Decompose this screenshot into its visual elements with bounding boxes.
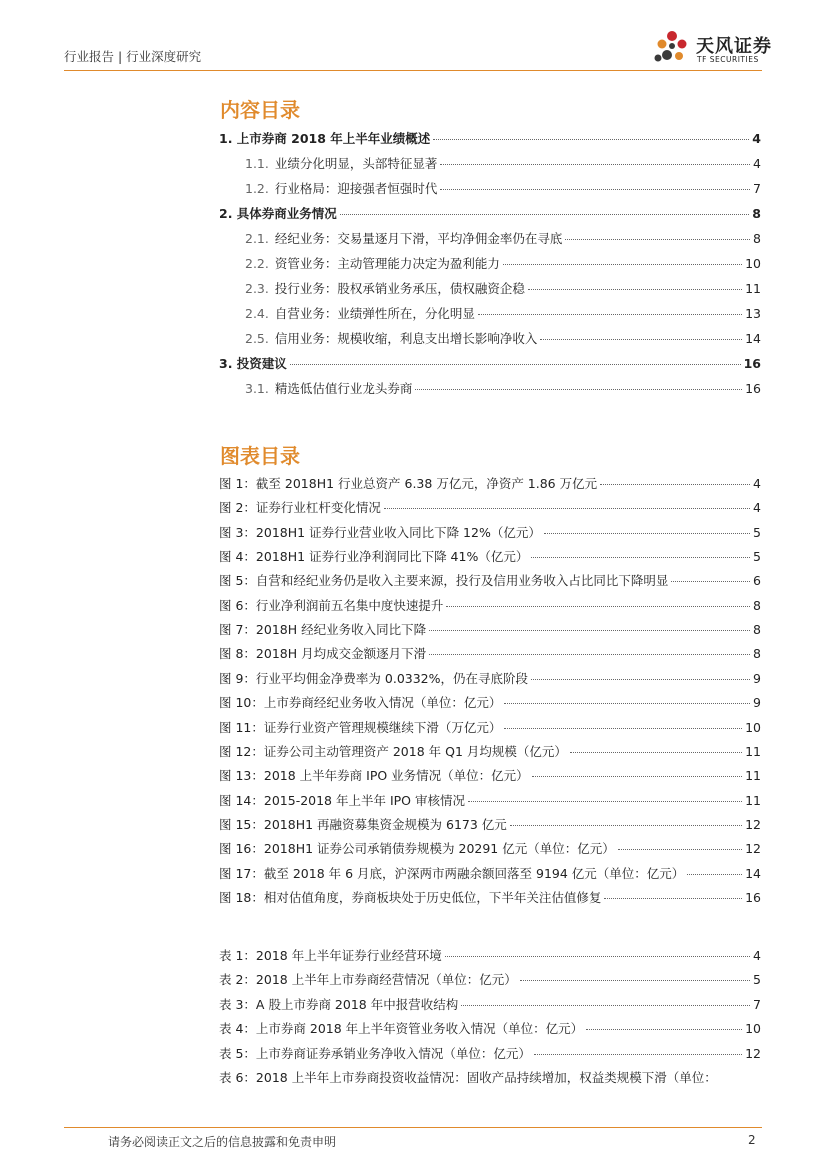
dot-leader [433, 139, 749, 140]
dot-leader [461, 1005, 750, 1006]
figure-entry[interactable] [219, 547, 761, 565]
entry-page-number: 16 [745, 381, 761, 396]
dot-leader [504, 703, 750, 704]
entry-text: 自营业务：业绩弹性所在，分化明显 [274, 306, 475, 321]
logo-text-en: TF SECURITIES [697, 55, 759, 64]
figure-entry[interactable] [219, 766, 761, 784]
report-type-label: 行业报告 | 行业深度研究 [64, 49, 202, 64]
toc-entry[interactable] [245, 179, 761, 197]
entry-page-number: 5 [753, 972, 761, 988]
entry-page-number: 8 [753, 646, 761, 662]
entry-text: 图 6：行业净利润前五名集中度快速提升 [219, 597, 444, 613]
entry-page-number: 10 [745, 719, 761, 735]
toc-entry-number: 2.5. [245, 331, 269, 346]
entry-text: 图 15：2018H1 再融资募集资金规模为 6173 亿元 [219, 816, 507, 832]
dot-leader [565, 239, 750, 240]
toc-entry-number: 2.2. [245, 256, 269, 271]
dot-leader [478, 314, 742, 315]
dot-leader [531, 557, 750, 558]
entry-text: 2. 具体券商业务情况 [219, 206, 337, 221]
dot-leader [415, 389, 742, 390]
entry-page-number: 10 [745, 1021, 761, 1037]
entry-text: 图 18：相对估值角度，券商板块处于历史低位，下半年关注估值修复 [219, 889, 602, 905]
dot-leader [540, 339, 742, 340]
entry-page-number: 7 [753, 181, 761, 196]
dot-leader [520, 980, 750, 981]
dot-leader [468, 801, 742, 802]
toc-entry-number: 3.1. [245, 381, 269, 396]
dot-leader [429, 630, 750, 631]
toc-entry[interactable] [245, 329, 761, 347]
dot-leader [534, 1054, 742, 1055]
entry-text: 3. 投资建议 [219, 356, 287, 371]
dot-leader [528, 289, 742, 290]
entry-page-number: 13 [745, 306, 761, 321]
dot-leader [600, 484, 750, 485]
toc-entry[interactable] [245, 379, 761, 397]
toc-entry[interactable] [245, 279, 761, 297]
dot-leader [340, 214, 749, 215]
entry-text: 经纪业务：交易量逐月下滑，平均净佣金率仍在寻底 [274, 231, 563, 246]
figure-entry[interactable] [219, 1068, 761, 1086]
entry-text: 图 10：上市券商经纪业务收入情况（单位：亿元） [219, 695, 502, 711]
figure-entry[interactable] [219, 946, 761, 964]
toc-entry-number: 2.3. [245, 281, 269, 296]
figure-entry[interactable] [219, 864, 761, 882]
entry-page-number: 6 [753, 573, 761, 589]
figure-entry[interactable] [219, 1044, 761, 1062]
dot-leader [429, 654, 750, 655]
figure-entry[interactable] [219, 523, 761, 541]
entry-text: 图 5：自营和经纪业务仍是收入主要来源，投行及信用业务收入占比同比下降明显 [219, 573, 669, 589]
dot-leader [503, 264, 742, 265]
entry-text: 信用业务：规模收缩，利息支出增长影响净收入 [274, 331, 538, 346]
figure-entry[interactable] [219, 791, 761, 809]
dot-leader [544, 533, 750, 534]
entry-page-number: 12 [745, 816, 761, 832]
entry-page-number: 4 [753, 156, 761, 171]
entry-page-number: 16 [745, 889, 761, 905]
entry-page-number: 4 [753, 500, 761, 516]
figure-entry[interactable] [219, 571, 761, 589]
company-logo [650, 26, 772, 70]
entry-page-number: 5 [753, 549, 761, 565]
toc-entry-number: 2.4. [245, 306, 269, 321]
dot-leader [586, 1029, 742, 1030]
entry-text: 图 16：2018H1 证券公司承销债券规模为 20291 亿元（单位：亿元） [219, 841, 615, 857]
header-divider [64, 70, 762, 71]
entry-page-number: 7 [753, 996, 761, 1012]
figure-entry[interactable] [219, 693, 761, 711]
dot-leader [504, 728, 742, 729]
entry-page-number: 8 [752, 206, 761, 221]
figure-entry[interactable] [219, 888, 761, 906]
entry-page-number: 8 [753, 597, 761, 613]
logo-flower-icon [650, 26, 694, 70]
figure-entry[interactable] [219, 995, 761, 1013]
entry-text: 表 6：2018 上半年上市券商投资收益情况：固收产品持续增加，权益类规模下滑（单位： [219, 1070, 717, 1085]
entry-text: 表 2：2018 上半年上市券商经营情况（单位：亿元） [219, 972, 517, 988]
figure-entry[interactable] [219, 596, 761, 614]
entry-page-number: 4 [753, 476, 761, 491]
entry-text: 图 9：行业平均佣金净费率为 0.0332%，仍在寻底阶段 [219, 670, 529, 686]
entry-page-number: 16 [743, 356, 761, 371]
toc-entry-number: 1.1. [245, 156, 269, 171]
entry-text: 行业格局：迎接强者恒强时代 [274, 181, 438, 196]
entry-page-number: 4 [752, 131, 761, 146]
toc-entry[interactable] [245, 304, 761, 322]
dot-leader [440, 164, 750, 165]
entry-page-number: 11 [745, 281, 761, 296]
entry-text: 表 4：上市券商 2018 年上半年资管业务收入情况（单位：亿元） [219, 1021, 584, 1037]
entry-text: 图 13：2018 上半年券商 IPO 业务情况（单位：亿元） [219, 768, 529, 784]
figure-entry[interactable] [219, 474, 761, 492]
entry-text: 图 7：2018H 经纪业务收入同比下降 [219, 622, 427, 638]
figure-entry[interactable] [219, 815, 761, 833]
entry-text: 图 14：2015-2018 年上半年 IPO 审核情况 [219, 792, 465, 808]
logo-text-cn: 天风证券 [696, 36, 772, 57]
dot-leader [687, 874, 742, 875]
entry-text: 图 4：2018H1 证券行业净利润同比下降 41%（亿元） [219, 549, 529, 565]
entry-text: 精选低估值行业龙头券商 [274, 381, 413, 396]
entry-page-number: 8 [753, 622, 761, 638]
entry-page-number: 12 [745, 841, 761, 857]
dot-leader [531, 679, 750, 680]
dot-leader [671, 581, 750, 582]
toc-entry[interactable] [245, 254, 761, 272]
entry-page-number: 11 [745, 768, 761, 784]
footer-disclaimer: 请务必阅读正文之后的信息披露和免责申明 [108, 1135, 337, 1149]
dot-leader [618, 849, 742, 850]
entry-page-number: 11 [745, 792, 761, 808]
figure-entry[interactable] [219, 970, 761, 988]
entry-text: 表 1：2018 年上半年证券行业经营环境 [219, 948, 442, 963]
dot-leader [445, 956, 750, 957]
entry-page-number: 8 [753, 231, 761, 246]
toc-entry[interactable] [245, 229, 761, 247]
entry-text: 表 5：上市券商证券承销业务净收入情况（单位：亿元） [219, 1045, 531, 1061]
dot-leader [510, 825, 742, 826]
entry-page-number: 9 [753, 670, 761, 686]
figure-entry[interactable] [219, 620, 761, 638]
dot-leader [532, 776, 742, 777]
dot-leader [446, 606, 750, 607]
figure-entry[interactable] [219, 742, 761, 760]
figure-entry[interactable] [219, 669, 761, 687]
dot-leader [440, 189, 750, 190]
entry-text: 资管业务：主动管理能力决定为盈利能力 [274, 256, 500, 271]
figure-entry[interactable] [219, 644, 761, 662]
entry-text: 图 11：证券行业资产管理规模继续下滑（万亿元） [219, 719, 502, 735]
entry-page-number: 11 [745, 743, 761, 759]
entry-page-number: 10 [745, 256, 761, 271]
toc-entry-number: 2.1. [245, 231, 269, 246]
toc-entry[interactable] [219, 204, 761, 222]
toc-title: 内容目录 [220, 98, 300, 122]
dot-leader [290, 364, 741, 365]
toc-entry[interactable] [245, 154, 761, 172]
entry-text: 图 3：2018H1 证券行业营业收入同比下降 12%（亿元） [219, 524, 541, 540]
entry-text: 图 2：证券行业杠杆变化情况 [219, 500, 381, 516]
figure-entry[interactable] [219, 839, 761, 857]
entry-text: 图 17：截至 2018 年 6 月底，沪深两市两融余额回落至 9194 亿元（单位：亿元） [219, 865, 685, 881]
dot-leader [604, 898, 742, 899]
toc-entry[interactable] [219, 354, 761, 372]
entry-page-number: 12 [745, 1045, 761, 1061]
figure-entry[interactable] [219, 718, 761, 736]
entry-page-number: 5 [753, 524, 761, 540]
entry-page-number: 9 [753, 695, 761, 711]
entry-page-number: 4 [753, 948, 761, 963]
dot-leader [570, 752, 742, 753]
toc-entry[interactable] [219, 129, 761, 147]
footer-divider [64, 1127, 762, 1128]
entry-page-number: 14 [745, 331, 761, 346]
figures-title: 图表目录 [220, 444, 300, 468]
dot-leader [384, 508, 750, 509]
entry-text: 业绩分化明显，头部特征显著 [274, 156, 438, 171]
page-number: 2 [748, 1133, 756, 1147]
figure-entry[interactable] [219, 498, 761, 516]
toc-entry-number: 1.2. [245, 181, 269, 196]
entry-text: 1. 上市券商 2018 年上半年业绩概述 [219, 131, 431, 146]
entry-text: 表 3：A 股上市券商 2018 年中报营收结构 [219, 996, 459, 1012]
figure-entry[interactable] [219, 1019, 761, 1037]
entry-text: 投行业务：股权承销业务承压，债权融资企稳 [274, 281, 525, 296]
entry-text: 图 8：2018H 月均成交金额逐月下滑 [219, 646, 427, 662]
entry-page-number: 14 [745, 865, 761, 881]
entry-text: 图 1：截至 2018H1 行业总资产 6.38 万亿元，净资产 1.86 万亿元 [219, 476, 598, 491]
entry-text: 图 12：证券公司主动管理资产 2018 年 Q1 月均规模（亿元） [219, 743, 567, 759]
